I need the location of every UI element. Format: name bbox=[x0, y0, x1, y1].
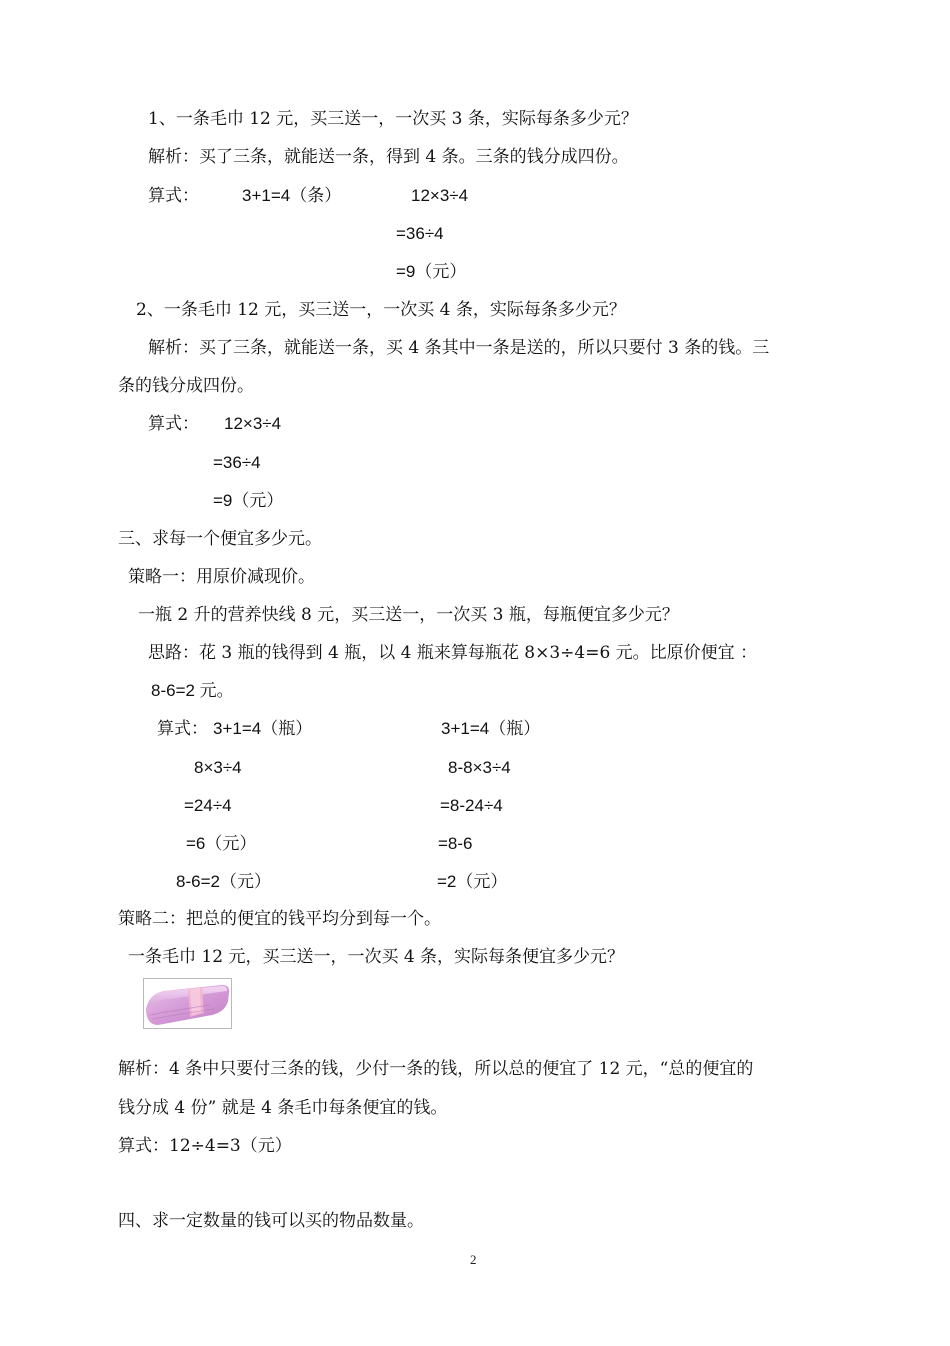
problem-1: 1、一条毛巾 12 元，买三送一，一次买 3 条，实际每条多少元？ bbox=[148, 109, 638, 129]
problem-2: 2、一条毛巾 12 元，买三送一，一次买 4 条，实际每条多少元？ bbox=[136, 300, 626, 320]
problem-2-formula-step-2: =36÷4 bbox=[213, 453, 261, 472]
example-1-idea-line-1: 思路：花 3 瓶的钱得到 4 瓶，以 4 瓶来算每瓶花 8×3÷4=6 元。比原价便宜 ： bbox=[148, 643, 758, 663]
example-2-formula: 算式：12÷4=3（元） bbox=[118, 1136, 292, 1156]
problem-2-analysis-line-2: 条的钱分成四份。 bbox=[118, 376, 254, 396]
section-3-heading: 三、求每一个便宜多少元。 bbox=[118, 529, 322, 549]
right-formula-step-1: 3+1=4（瓶） bbox=[441, 719, 541, 738]
right-formula-step-5: =2（元） bbox=[437, 872, 508, 891]
problem-1-formula-step-3: =36÷4 bbox=[396, 224, 444, 243]
left-formula-step-2: 8×3÷4 bbox=[194, 758, 242, 777]
problem-1-formula-step-1: 3+1=4（条） bbox=[242, 186, 342, 205]
example-1-question: 一瓶 2 升的营养快线 8 元，买三送一，一次买 3 瓶，每瓶便宜多少元？ bbox=[138, 605, 679, 625]
problem-1-formula-step-2: 12×3÷4 bbox=[411, 186, 469, 205]
right-formula-step-3: =8-24÷4 bbox=[440, 796, 503, 815]
problem-1-formula-label: 算式： bbox=[148, 186, 199, 206]
right-formula-step-2: 8-8×3÷4 bbox=[448, 758, 511, 777]
strategy-2-heading: 策略二：把总的便宜的钱平均分到每一个。 bbox=[118, 909, 441, 929]
towel-illustration bbox=[144, 979, 231, 1028]
section-4-heading: 四、求一定数量的钱可以买的物品数量。 bbox=[118, 1211, 424, 1231]
problem-1-analysis: 解析：买了三条，就能送一条，得到 4 条。三条的钱分成四份。 bbox=[148, 147, 629, 167]
left-formula-step-5: 8-6=2（元） bbox=[176, 872, 271, 891]
problem-2-analysis-line-1: 解析：买了三条，就能送一条，买 4 条其中一条是送的，所以只要付 3 条的钱。三 bbox=[148, 338, 770, 358]
problem-2-formula-step-1: 12×3÷4 bbox=[224, 414, 282, 433]
left-formula-step-3: =24÷4 bbox=[184, 796, 232, 815]
problem-1-formula-step-4: =9（元） bbox=[396, 262, 467, 281]
problem-2-formula-label: 算式： bbox=[148, 414, 199, 434]
problem-2-formula-step-3: =9（元） bbox=[213, 491, 284, 510]
strategy-1-heading: 策略一：用原价减现价。 bbox=[128, 567, 315, 587]
towel-image bbox=[143, 978, 232, 1029]
page-number: 2 bbox=[470, 1252, 477, 1267]
right-formula-step-4: =8-6 bbox=[438, 834, 473, 853]
example-1-formula-label: 算式： bbox=[157, 719, 208, 738]
left-formula-step-1: 3+1=4（瓶） bbox=[213, 719, 313, 738]
example-2-analysis-line-1: 解析：4 条中只要付三条的钱，少付一条的钱，所以总的便宜了 12 元，“总的便宜的 bbox=[118, 1059, 754, 1079]
example-2-question: 一条毛巾 12 元，买三送一，一次买 4 条，实际每条便宜多少元？ bbox=[128, 947, 625, 967]
example-2-analysis-line-2: 钱分成 4 份” 就是 4 条毛巾每条便宜的钱。 bbox=[118, 1098, 448, 1118]
example-1-idea-line-2: 8-6=2 元。 bbox=[151, 681, 234, 700]
left-formula-step-4: =6（元） bbox=[186, 834, 257, 853]
